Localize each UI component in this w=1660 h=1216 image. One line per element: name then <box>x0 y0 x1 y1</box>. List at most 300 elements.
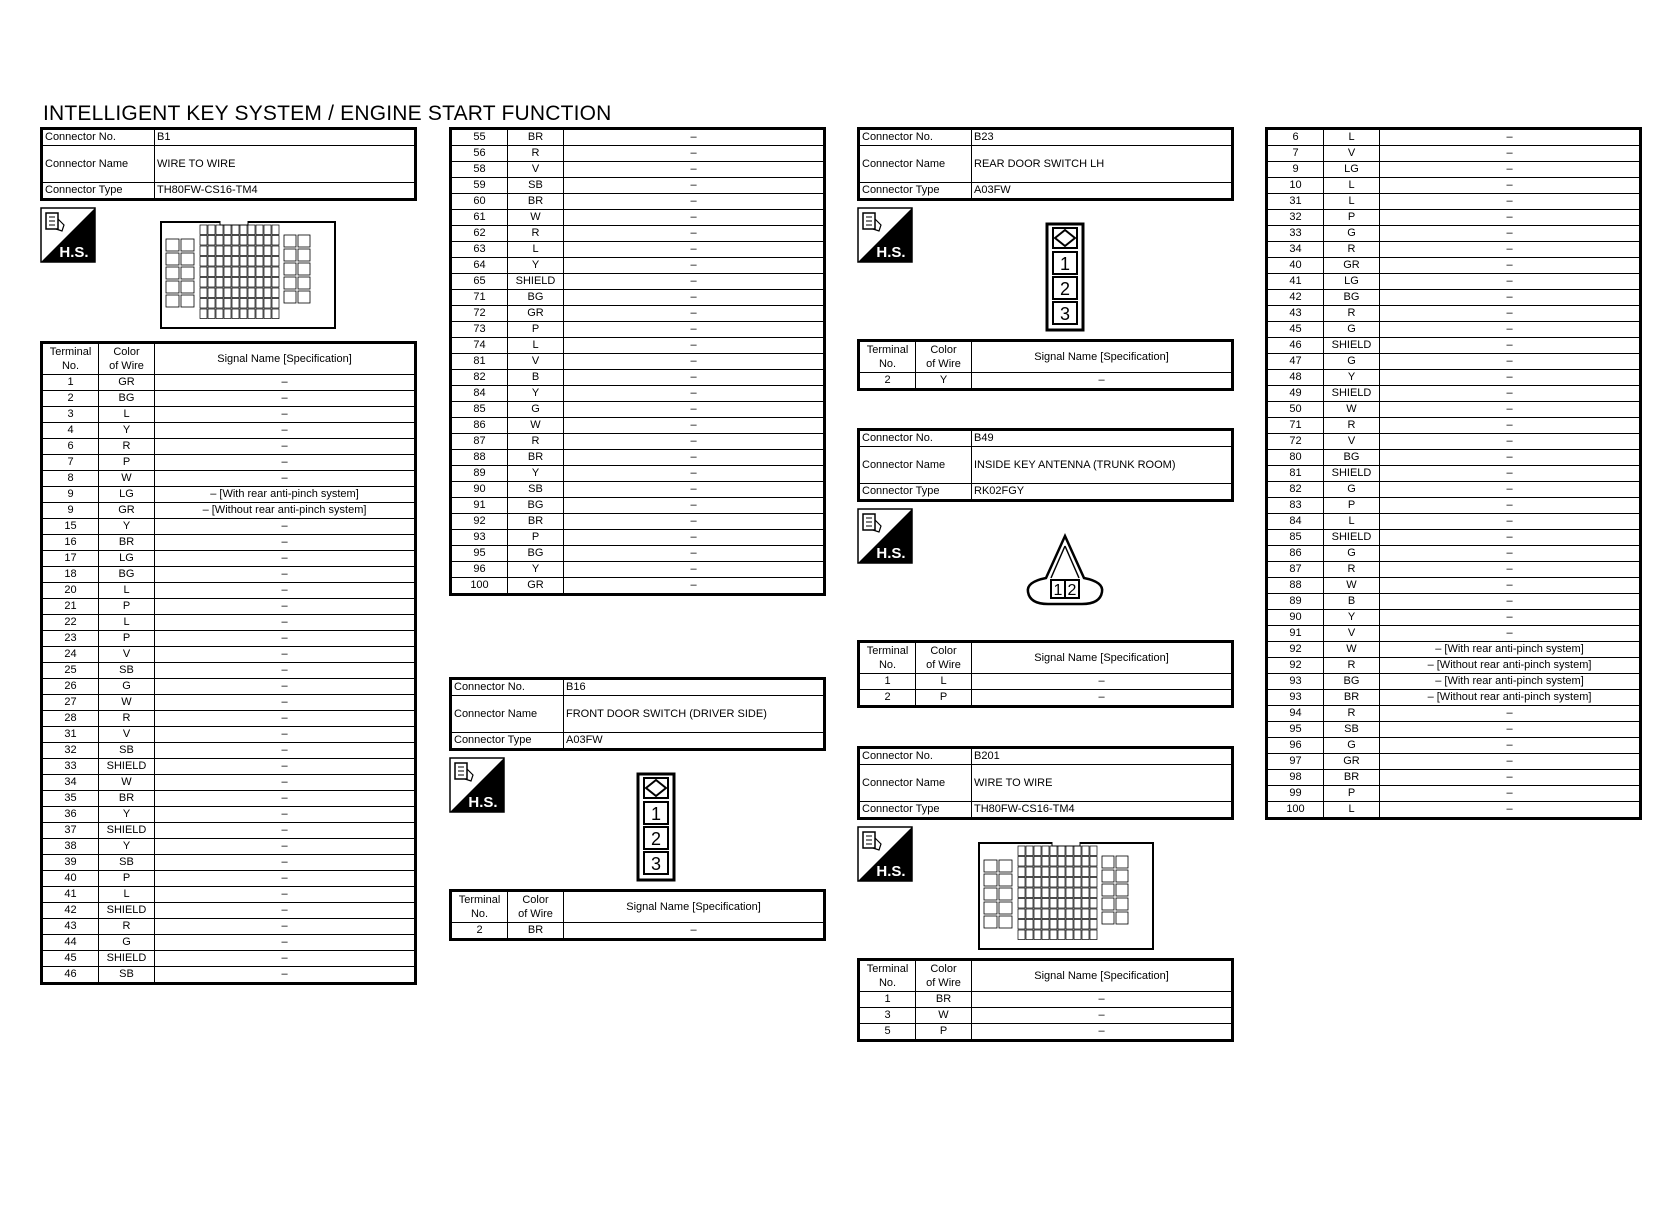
page-title: INTELLIGENT KEY SYSTEM / ENGINE START FUNCTION <box>43 102 612 125</box>
signal-name-cell: – <box>564 530 825 546</box>
table-row <box>1267 690 1641 706</box>
connector-name-value: REAR DOOR SWITCH LH <box>972 146 1233 183</box>
table-row <box>42 775 416 791</box>
signal-name-cell: – <box>1380 514 1641 530</box>
table-row <box>1267 370 1641 386</box>
terminal-no-cell: 41 <box>1267 274 1324 290</box>
wire-color-cell: P <box>99 455 155 471</box>
signal-name-cell: – <box>564 402 825 418</box>
terminal-table-b1-part2 <box>449 127 826 596</box>
terminal-no-cell: 89 <box>451 466 508 482</box>
terminal-no-cell: 41 <box>42 887 99 903</box>
table-row <box>42 599 416 615</box>
table-row <box>859 1008 1233 1024</box>
table-row <box>451 306 825 322</box>
table-row <box>42 695 416 711</box>
signal-name-cell: – <box>1380 290 1641 306</box>
terminal-no-cell: 85 <box>1267 530 1324 546</box>
wire-color-cell: GR <box>99 503 155 519</box>
table-row <box>42 887 416 903</box>
wire-color-cell: L <box>1324 194 1380 210</box>
signal-name-cell: – <box>155 855 416 871</box>
connector-info-b23 <box>857 127 1234 201</box>
wire-color-cell: SHIELD <box>99 951 155 967</box>
terminal-no-cell: 22 <box>42 615 99 631</box>
wire-color-cell: BG <box>508 290 564 306</box>
table-row <box>1267 658 1641 674</box>
signal-name-cell: – <box>1380 802 1641 819</box>
table-row <box>42 615 416 631</box>
terminal-no-cell: 86 <box>1267 546 1324 562</box>
terminal-no-cell: 99 <box>1267 786 1324 802</box>
terminal-no-cell: 92 <box>451 514 508 530</box>
wire-color-cell: BR <box>508 923 564 940</box>
signal-name-cell: – <box>564 338 825 354</box>
signal-name-cell: – <box>1380 626 1641 642</box>
table-row <box>451 562 825 578</box>
connector-info-b16 <box>449 677 826 751</box>
terminal-no-cell: 96 <box>451 562 508 578</box>
table-row <box>42 423 416 439</box>
harness-side-icon <box>857 508 913 564</box>
signal-name-cell: – <box>1380 482 1641 498</box>
signal-name-cell: – <box>1380 466 1641 482</box>
wire-color-cell: Y <box>916 373 972 390</box>
wire-color-cell: L <box>508 338 564 354</box>
wire-color-cell: Y <box>99 839 155 855</box>
table-row <box>451 226 825 242</box>
terminal-no-cell: 2 <box>859 690 916 707</box>
table-row <box>451 466 825 482</box>
terminal-no-cell: 73 <box>451 322 508 338</box>
signal-name-cell: – <box>564 923 825 940</box>
table-row <box>1267 162 1641 178</box>
signal-name-cell: – <box>155 583 416 599</box>
table-row <box>42 535 416 551</box>
signal-name-cell: – <box>1380 322 1641 338</box>
signal-name-cell: – <box>972 373 1233 390</box>
harness-side-icon <box>40 207 96 263</box>
terminal-no-cell: 2 <box>451 923 508 940</box>
signal-name-cell: – <box>155 679 416 695</box>
signal-name-cell: – [Without rear anti-pinch system] <box>1380 690 1641 706</box>
table-row <box>451 418 825 434</box>
terminal-table-b1-part1 <box>40 341 417 985</box>
wire-color-cell: G <box>99 935 155 951</box>
wire-color-cell: W <box>99 775 155 791</box>
wire-color-cell: R <box>508 146 564 162</box>
connector-name-label: Connector Name <box>859 447 972 484</box>
signal-name-cell: – <box>1380 354 1641 370</box>
terminal-no-cell: 43 <box>1267 306 1324 322</box>
table-row <box>1267 626 1641 642</box>
signal-name-cell: – <box>1380 258 1641 274</box>
connector-type-value: RK02FGY <box>972 484 1233 501</box>
hs-label: H.S. <box>468 794 498 811</box>
wire-color-cell: GR <box>1324 258 1380 274</box>
connector-name-label: Connector Name <box>451 696 564 733</box>
terminal-no-cell: 5 <box>859 1024 916 1041</box>
table-row <box>1267 178 1641 194</box>
signal-name-cell: – <box>564 482 825 498</box>
terminal-no-cell: 50 <box>1267 402 1324 418</box>
terminal-no-cell: 45 <box>42 951 99 967</box>
terminal-no-cell: 33 <box>42 759 99 775</box>
table-row <box>451 338 825 354</box>
table-row <box>1267 498 1641 514</box>
terminal-no-cell: 39 <box>42 855 99 871</box>
signal-name-cell: – <box>1380 338 1641 354</box>
terminal-no-cell: 2 <box>42 391 99 407</box>
terminal-no-cell: 62 <box>451 226 508 242</box>
wire-color-cell: L <box>99 407 155 423</box>
table-row <box>42 919 416 935</box>
wire-color-cell: BG <box>508 498 564 514</box>
terminal-header: Terminal No. <box>451 891 508 923</box>
table-row <box>1267 354 1641 370</box>
table-row <box>1267 578 1641 594</box>
wire-color-cell: BR <box>508 450 564 466</box>
wire-color-cell: BG <box>1324 450 1380 466</box>
terminal-no-cell: 96 <box>1267 738 1324 754</box>
wire-color-cell: BR <box>99 791 155 807</box>
wire-color-cell: SHIELD <box>1324 386 1380 402</box>
signal-name-cell: – [Without rear anti-pinch system] <box>1380 658 1641 674</box>
table-row <box>42 647 416 663</box>
signal-name-cell: – <box>1380 402 1641 418</box>
table-row <box>1267 754 1641 770</box>
terminal-header: Terminal No. <box>859 341 916 373</box>
harness-side-icon <box>857 207 913 263</box>
wire-color-cell: R <box>1324 706 1380 722</box>
table-row <box>42 807 416 823</box>
wire-color-cell: SHIELD <box>99 903 155 919</box>
table-row <box>42 583 416 599</box>
connector-no-label: Connector No. <box>42 129 155 146</box>
terminal-table-b201-part1 <box>857 958 1234 1042</box>
wire-color-cell: GR <box>508 306 564 322</box>
wire-color-cell: BR <box>1324 770 1380 786</box>
terminal-no-cell: 9 <box>1267 162 1324 178</box>
pin-label: 1 <box>1059 254 1071 274</box>
table-row <box>451 923 825 940</box>
wire-color-cell: G <box>1324 226 1380 242</box>
signal-name-cell: – <box>564 386 825 402</box>
wire-color-cell: SHIELD <box>99 759 155 775</box>
connector-no-value: B23 <box>972 129 1233 146</box>
wire-color-cell: LG <box>99 487 155 503</box>
table-row <box>1267 306 1641 322</box>
wire-color-cell: BR <box>508 514 564 530</box>
terminal-no-cell: 81 <box>451 354 508 370</box>
table-row <box>1267 450 1641 466</box>
terminal-no-cell: 24 <box>42 647 99 663</box>
connector-name-value: INSIDE KEY ANTENNA (TRUNK ROOM) <box>972 447 1233 484</box>
terminal-no-cell: 46 <box>42 967 99 984</box>
wire-color-cell: P <box>1324 498 1380 514</box>
terminal-no-cell: 1 <box>42 375 99 391</box>
signal-name-cell: – <box>564 210 825 226</box>
connector-name-label: Connector Name <box>859 146 972 183</box>
table-row <box>1267 146 1641 162</box>
signal-name-cell: – <box>1380 178 1641 194</box>
connector-type-label: Connector Type <box>42 183 155 200</box>
table-row <box>42 551 416 567</box>
connector-info-b1 <box>40 127 417 201</box>
signal-name-cell: – <box>155 791 416 807</box>
terminal-no-cell: 100 <box>451 578 508 595</box>
wire-color-cell: GR <box>99 375 155 391</box>
terminal-no-cell: 26 <box>42 679 99 695</box>
color-header: Color of Wire <box>99 343 155 375</box>
wire-color-cell: SB <box>508 482 564 498</box>
terminal-no-cell: 92 <box>1267 642 1324 658</box>
wire-color-cell: Y <box>99 519 155 535</box>
terminal-no-cell: 91 <box>1267 626 1324 642</box>
terminal-no-cell: 49 <box>1267 386 1324 402</box>
wire-color-cell: BR <box>99 535 155 551</box>
table-row <box>1267 738 1641 754</box>
terminal-table-b23 <box>857 339 1234 391</box>
table-row <box>451 482 825 498</box>
wire-color-cell: P <box>1324 210 1380 226</box>
terminal-no-cell: 20 <box>42 583 99 599</box>
terminal-no-cell: 93 <box>1267 690 1324 706</box>
terminal-no-cell: 82 <box>1267 482 1324 498</box>
terminal-no-cell: 93 <box>1267 674 1324 690</box>
signal-name-cell: – <box>155 375 416 391</box>
table-row <box>42 567 416 583</box>
wire-color-cell: L <box>99 583 155 599</box>
wire-color-cell: G <box>508 402 564 418</box>
terminal-no-cell: 7 <box>42 455 99 471</box>
wire-color-cell: L <box>916 674 972 690</box>
table-row <box>451 498 825 514</box>
signal-name-cell: – <box>1380 706 1641 722</box>
table-row <box>451 578 825 595</box>
wire-color-cell: B <box>1324 594 1380 610</box>
table-row <box>42 503 416 519</box>
wire-color-cell: SB <box>99 663 155 679</box>
terminal-no-cell: 25 <box>42 663 99 679</box>
table-row <box>451 178 825 194</box>
table-row <box>451 450 825 466</box>
terminal-no-cell: 21 <box>42 599 99 615</box>
signal-name-cell: – <box>1380 722 1641 738</box>
signal-name-cell: – <box>1380 434 1641 450</box>
signal-name-cell: – <box>155 935 416 951</box>
color-header: Color of Wire <box>916 642 972 674</box>
signal-header: Signal Name [Specification] <box>155 343 416 375</box>
signal-name-cell: – <box>1380 530 1641 546</box>
wire-color-cell: Y <box>99 807 155 823</box>
terminal-no-cell: 84 <box>451 386 508 402</box>
connector-type-label: Connector Type <box>859 484 972 501</box>
terminal-no-cell: 63 <box>451 242 508 258</box>
wire-color-cell: G <box>99 679 155 695</box>
wire-color-cell: R <box>1324 418 1380 434</box>
table-row <box>1267 466 1641 482</box>
wire-color-cell: P <box>916 690 972 707</box>
wire-color-cell: LG <box>1324 274 1380 290</box>
table-row <box>1267 290 1641 306</box>
connector-diagram-b16 <box>636 772 678 884</box>
terminal-no-cell: 9 <box>42 487 99 503</box>
connector-name-label: Connector Name <box>859 765 972 802</box>
wire-color-cell: L <box>99 887 155 903</box>
table-row <box>451 129 825 146</box>
wire-color-cell: R <box>99 439 155 455</box>
wire-color-cell: Y <box>1324 610 1380 626</box>
table-row <box>42 823 416 839</box>
wire-color-cell: W <box>99 471 155 487</box>
terminal-table-b49 <box>857 640 1234 708</box>
table-row <box>451 146 825 162</box>
wire-color-cell: SB <box>99 967 155 984</box>
terminal-no-cell: 72 <box>1267 434 1324 450</box>
terminal-no-cell: 16 <box>42 535 99 551</box>
signal-name-cell: – <box>1380 578 1641 594</box>
pin-label: 1 <box>1053 582 1063 599</box>
signal-name-cell: – <box>1380 738 1641 754</box>
terminal-no-cell: 88 <box>1267 578 1324 594</box>
wire-color-cell: V <box>508 354 564 370</box>
terminal-no-cell: 86 <box>451 418 508 434</box>
signal-name-cell: – <box>564 418 825 434</box>
terminal-no-cell: 91 <box>451 498 508 514</box>
table-row <box>1267 594 1641 610</box>
table-row <box>42 663 416 679</box>
terminal-no-cell: 28 <box>42 711 99 727</box>
connector-type-value: A03FW <box>564 733 825 750</box>
signal-name-cell: – <box>155 807 416 823</box>
table-row <box>1267 242 1641 258</box>
terminal-no-cell: 95 <box>451 546 508 562</box>
wire-color-cell: Y <box>99 423 155 439</box>
signal-name-cell: – <box>155 567 416 583</box>
connector-type-value: TH80FW-CS16-TM4 <box>155 183 416 200</box>
table-row <box>451 386 825 402</box>
terminal-no-cell: 7 <box>1267 146 1324 162</box>
signal-header: Signal Name [Specification] <box>564 891 825 923</box>
signal-name-cell: – <box>1380 546 1641 562</box>
terminal-no-cell: 74 <box>451 338 508 354</box>
signal-name-cell: – <box>155 775 416 791</box>
wire-color-cell: W <box>508 210 564 226</box>
table-row <box>1267 402 1641 418</box>
table-row <box>1267 642 1641 658</box>
terminal-no-cell: 98 <box>1267 770 1324 786</box>
terminal-no-cell: 15 <box>42 519 99 535</box>
signal-name-cell: – <box>155 919 416 935</box>
terminal-no-cell: 3 <box>859 1008 916 1024</box>
signal-name-cell: – <box>564 354 825 370</box>
table-row <box>42 855 416 871</box>
pin-label: 1 <box>650 804 662 824</box>
table-row <box>451 242 825 258</box>
signal-name-cell: – <box>1380 210 1641 226</box>
terminal-no-cell: 58 <box>451 162 508 178</box>
hs-label: H.S. <box>876 863 906 880</box>
wire-color-cell: G <box>1324 482 1380 498</box>
wire-color-cell: V <box>99 647 155 663</box>
terminal-no-cell: 89 <box>1267 594 1324 610</box>
terminal-no-cell: 23 <box>42 631 99 647</box>
terminal-no-cell: 31 <box>1267 194 1324 210</box>
terminal-header: Terminal No. <box>859 960 916 992</box>
terminal-no-cell: 97 <box>1267 754 1324 770</box>
terminal-no-cell: 84 <box>1267 514 1324 530</box>
signal-name-cell: – <box>564 129 825 146</box>
signal-name-cell: – <box>564 434 825 450</box>
terminal-no-cell: 56 <box>451 146 508 162</box>
terminal-no-cell: 4 <box>42 423 99 439</box>
table-row <box>1267 674 1641 690</box>
wire-color-cell: Y <box>508 258 564 274</box>
table-row <box>1267 722 1641 738</box>
terminal-no-cell: 71 <box>1267 418 1324 434</box>
terminal-no-cell: 6 <box>42 439 99 455</box>
terminal-no-cell: 32 <box>42 743 99 759</box>
table-row <box>42 711 416 727</box>
terminal-no-cell: 27 <box>42 695 99 711</box>
wire-color-cell: P <box>99 631 155 647</box>
wire-color-cell: R <box>1324 242 1380 258</box>
harness-side-icon <box>449 757 505 813</box>
signal-name-cell: – <box>564 226 825 242</box>
terminal-table-b201-part2 <box>1265 127 1642 820</box>
wire-color-cell: P <box>916 1024 972 1041</box>
terminal-no-cell: 31 <box>42 727 99 743</box>
wire-color-cell: BR <box>508 194 564 210</box>
signal-name-cell: – <box>1380 129 1641 146</box>
terminal-no-cell: 33 <box>1267 226 1324 242</box>
signal-name-cell: – <box>564 498 825 514</box>
table-row <box>1267 562 1641 578</box>
terminal-no-cell: 32 <box>1267 210 1324 226</box>
terminal-no-cell: 38 <box>42 839 99 855</box>
table-row <box>42 791 416 807</box>
signal-name-cell: – <box>155 471 416 487</box>
signal-name-cell: – <box>972 992 1233 1008</box>
signal-name-cell: – <box>155 647 416 663</box>
signal-name-cell: – [Without rear anti-pinch system] <box>155 503 416 519</box>
table-row <box>859 1024 1233 1041</box>
terminal-no-cell: 8 <box>42 471 99 487</box>
signal-name-cell: – <box>1380 786 1641 802</box>
table-row <box>1267 434 1641 450</box>
signal-name-cell: – <box>155 615 416 631</box>
terminal-no-cell: 55 <box>451 129 508 146</box>
table-row <box>1267 338 1641 354</box>
signal-name-cell: – <box>1380 146 1641 162</box>
wire-color-cell: SB <box>1324 722 1380 738</box>
terminal-no-cell: 65 <box>451 274 508 290</box>
wire-color-cell: G <box>1324 738 1380 754</box>
connector-type-value: A03FW <box>972 183 1233 200</box>
wire-color-cell: L <box>99 615 155 631</box>
signal-name-cell: – <box>155 663 416 679</box>
signal-name-cell: – <box>564 322 825 338</box>
connector-no-label: Connector No. <box>451 679 564 696</box>
signal-name-cell: – <box>564 578 825 595</box>
signal-name-cell: – <box>972 1024 1233 1041</box>
terminal-no-cell: 6 <box>1267 129 1324 146</box>
connector-diagram-b201 <box>978 842 1154 952</box>
connector-no-label: Connector No. <box>859 748 972 765</box>
table-row <box>451 290 825 306</box>
signal-name-cell: – <box>972 690 1233 707</box>
